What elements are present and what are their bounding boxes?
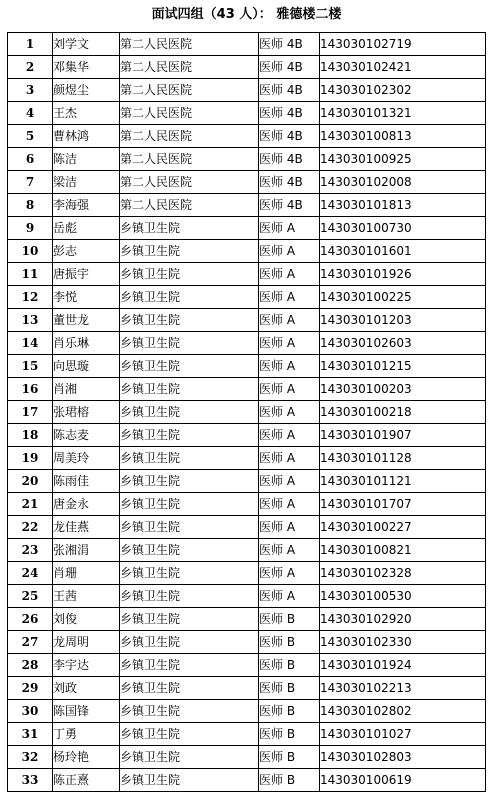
table-row [8, 33, 486, 56]
row-number: 8 [8, 194, 53, 217]
hiring-unit: 乡镇卫生院 [120, 700, 259, 723]
candidate-name: 张珺榕 [53, 401, 120, 424]
table-row [8, 424, 486, 447]
hiring-unit: 第二人民医院 [120, 33, 259, 56]
table-row [8, 171, 486, 194]
hiring-unit: 乡镇卫生院 [120, 516, 259, 539]
table-row [8, 240, 486, 263]
row-number: 17 [8, 401, 53, 424]
exam-id: 143030101707 [320, 493, 486, 516]
table-row [8, 263, 486, 286]
hiring-unit: 第二人民医院 [120, 102, 259, 125]
candidate-name: 唐金永 [53, 493, 120, 516]
position: 医师 A [259, 562, 320, 585]
candidate-name: 岳彪 [53, 217, 120, 240]
candidate-name: 颜煜尘 [53, 79, 120, 102]
position: 医师 A [259, 332, 320, 355]
row-number: 29 [8, 677, 53, 700]
candidate-name: 董世龙 [53, 309, 120, 332]
candidate-name: 曹林鸿 [53, 125, 120, 148]
exam-id: 143030102719 [320, 33, 486, 56]
hiring-unit: 乡镇卫生院 [120, 424, 259, 447]
candidate-name: 向思璇 [53, 355, 120, 378]
position: 医师 A [259, 240, 320, 263]
hiring-unit: 乡镇卫生院 [120, 355, 259, 378]
hiring-unit: 乡镇卫生院 [120, 723, 259, 746]
row-number: 9 [8, 217, 53, 240]
row-number: 7 [8, 171, 53, 194]
page-title: 面试四组（43 人）： 雅德楼二楼 [151, 7, 342, 22]
exam-id: 143030102920 [320, 608, 486, 631]
exam-id: 143030102008 [320, 171, 486, 194]
candidate-name: 陈志麦 [53, 424, 120, 447]
exam-id: 143030100227 [320, 516, 486, 539]
hiring-unit: 第二人民医院 [120, 79, 259, 102]
exam-id: 143030101926 [320, 263, 486, 286]
candidate-name: 唐振宇 [53, 263, 120, 286]
position: 医师 A [259, 516, 320, 539]
position: 医师 4B [259, 171, 320, 194]
table-row [8, 654, 486, 677]
exam-id: 143030102328 [320, 562, 486, 585]
position: 医师 4B [259, 125, 320, 148]
row-number: 22 [8, 516, 53, 539]
candidate-name: 李海强 [53, 194, 120, 217]
exam-id: 143030101027 [320, 723, 486, 746]
row-number: 24 [8, 562, 53, 585]
position: 医师 A [259, 401, 320, 424]
row-number: 27 [8, 631, 53, 654]
position: 医师 A [259, 424, 320, 447]
exam-id: 143030101924 [320, 654, 486, 677]
exam-id: 143030102330 [320, 631, 486, 654]
candidate-name: 王茜 [53, 585, 120, 608]
hiring-unit: 乡镇卫生院 [120, 332, 259, 355]
hiring-unit: 乡镇卫生院 [120, 677, 259, 700]
row-number: 11 [8, 263, 53, 286]
exam-id: 143030101321 [320, 102, 486, 125]
table-row [8, 148, 486, 171]
position: 医师 4B [259, 148, 320, 171]
position: 医师 4B [259, 33, 320, 56]
exam-id: 143030100821 [320, 539, 486, 562]
candidate-name: 刘俊 [53, 608, 120, 631]
position: 医师 B [259, 746, 320, 769]
table-row [8, 585, 486, 608]
exam-id: 143030101813 [320, 194, 486, 217]
table-row [8, 194, 486, 217]
row-number: 4 [8, 102, 53, 125]
table-row [8, 125, 486, 148]
exam-id: 143030100203 [320, 378, 486, 401]
candidate-name: 李悦 [53, 286, 120, 309]
position: 医师 B [259, 608, 320, 631]
position: 医师 4B [259, 56, 320, 79]
candidate-name: 肖乐琳 [53, 332, 120, 355]
row-number: 19 [8, 447, 53, 470]
exam-id: 143030102603 [320, 332, 486, 355]
candidate-name: 李宇达 [53, 654, 120, 677]
candidate-name: 龙佳燕 [53, 516, 120, 539]
exam-id: 143030100730 [320, 217, 486, 240]
hiring-unit: 第二人民医院 [120, 194, 259, 217]
candidate-name: 刘学文 [53, 33, 120, 56]
table-row [8, 378, 486, 401]
table-row [8, 217, 486, 240]
exam-id: 143030100530 [320, 585, 486, 608]
row-number: 21 [8, 493, 53, 516]
position: 医师 B [259, 677, 320, 700]
position: 医师 A [259, 585, 320, 608]
exam-id: 143030101215 [320, 355, 486, 378]
row-number: 33 [8, 769, 53, 792]
row-number: 16 [8, 378, 53, 401]
candidate-name: 肖珊 [53, 562, 120, 585]
row-number: 15 [8, 355, 53, 378]
hiring-unit: 乡镇卫生院 [120, 539, 259, 562]
table-row [8, 79, 486, 102]
exam-id: 143030101203 [320, 309, 486, 332]
row-number: 12 [8, 286, 53, 309]
row-number: 10 [8, 240, 53, 263]
table-row [8, 286, 486, 309]
hiring-unit: 乡镇卫生院 [120, 562, 259, 585]
table-row [8, 562, 486, 585]
exam-id: 143030100925 [320, 148, 486, 171]
hiring-unit: 乡镇卫生院 [120, 769, 259, 792]
row-number: 26 [8, 608, 53, 631]
position: 医师 A [259, 470, 320, 493]
position: 医师 B [259, 769, 320, 792]
hiring-unit: 乡镇卫生院 [120, 240, 259, 263]
hiring-unit: 乡镇卫生院 [120, 447, 259, 470]
position: 医师 B [259, 654, 320, 677]
exam-id: 143030101601 [320, 240, 486, 263]
position: 医师 B [259, 631, 320, 654]
table-row [8, 631, 486, 654]
position: 医师 B [259, 700, 320, 723]
position: 医师 A [259, 286, 320, 309]
candidate-table-body [8, 33, 486, 792]
candidate-name: 张湘涓 [53, 539, 120, 562]
hiring-unit: 乡镇卫生院 [120, 493, 259, 516]
position: 医师 A [259, 493, 320, 516]
exam-id: 143030100225 [320, 286, 486, 309]
hiring-unit: 乡镇卫生院 [120, 470, 259, 493]
candidate-name: 王杰 [53, 102, 120, 125]
table-row [8, 56, 486, 79]
row-number: 20 [8, 470, 53, 493]
hiring-unit: 乡镇卫生院 [120, 217, 259, 240]
table-row [8, 608, 486, 631]
table-row [8, 723, 486, 746]
exam-id: 143030101128 [320, 447, 486, 470]
hiring-unit: 第二人民医院 [120, 56, 259, 79]
hiring-unit: 乡镇卫生院 [120, 654, 259, 677]
table-row [8, 401, 486, 424]
table-row [8, 769, 486, 792]
hiring-unit: 第二人民医院 [120, 148, 259, 171]
candidate-name: 龙周明 [53, 631, 120, 654]
row-number: 32 [8, 746, 53, 769]
candidate-name: 杨玲艳 [53, 746, 120, 769]
row-number: 23 [8, 539, 53, 562]
exam-id: 143030102213 [320, 677, 486, 700]
position: 医师 A [259, 447, 320, 470]
position: 医师 A [259, 263, 320, 286]
table-row [8, 516, 486, 539]
table-row [8, 493, 486, 516]
row-number: 14 [8, 332, 53, 355]
hiring-unit: 乡镇卫生院 [120, 401, 259, 424]
hiring-unit: 乡镇卫生院 [120, 608, 259, 631]
row-number: 31 [8, 723, 53, 746]
table-row [8, 470, 486, 493]
candidate-name: 陈洁 [53, 148, 120, 171]
hiring-unit: 乡镇卫生院 [120, 631, 259, 654]
table-row [8, 355, 486, 378]
hiring-unit: 乡镇卫生院 [120, 263, 259, 286]
hiring-unit: 乡镇卫生院 [120, 585, 259, 608]
exam-id: 143030102803 [320, 746, 486, 769]
candidate-table [7, 32, 486, 792]
row-number: 5 [8, 125, 53, 148]
row-number: 30 [8, 700, 53, 723]
position: 医师 A [259, 217, 320, 240]
position: 医师 A [259, 539, 320, 562]
hiring-unit: 乡镇卫生院 [120, 309, 259, 332]
candidate-name: 彭志 [53, 240, 120, 263]
row-number: 3 [8, 79, 53, 102]
exam-id: 143030100218 [320, 401, 486, 424]
row-number: 25 [8, 585, 53, 608]
exam-id: 143030101907 [320, 424, 486, 447]
position: 医师 4B [259, 79, 320, 102]
exam-id: 143030101121 [320, 470, 486, 493]
exam-id: 143030102302 [320, 79, 486, 102]
exam-id: 143030100619 [320, 769, 486, 792]
position: 医师 A [259, 309, 320, 332]
hiring-unit: 第二人民医院 [120, 125, 259, 148]
exam-id: 143030102802 [320, 700, 486, 723]
position: 医师 A [259, 355, 320, 378]
row-number: 13 [8, 309, 53, 332]
candidate-name: 肖湘 [53, 378, 120, 401]
row-number: 6 [8, 148, 53, 171]
hiring-unit: 第二人民医院 [120, 171, 259, 194]
position: 医师 B [259, 723, 320, 746]
table-row [8, 700, 486, 723]
candidate-name: 邓集华 [53, 56, 120, 79]
row-number: 28 [8, 654, 53, 677]
candidate-name: 陈雨佳 [53, 470, 120, 493]
table-row [8, 102, 486, 125]
hiring-unit: 乡镇卫生院 [120, 378, 259, 401]
row-number: 18 [8, 424, 53, 447]
table-row [8, 309, 486, 332]
row-number: 1 [8, 33, 53, 56]
table-row [8, 539, 486, 562]
candidate-name: 丁勇 [53, 723, 120, 746]
candidate-name: 陈国锋 [53, 700, 120, 723]
table-row [8, 677, 486, 700]
candidate-name: 梁洁 [53, 171, 120, 194]
table-row [8, 447, 486, 470]
position: 医师 4B [259, 194, 320, 217]
exam-id: 143030102421 [320, 56, 486, 79]
hiring-unit: 乡镇卫生院 [120, 746, 259, 769]
candidate-name: 陈正熹 [53, 769, 120, 792]
table-row [8, 332, 486, 355]
position: 医师 4B [259, 102, 320, 125]
hiring-unit: 乡镇卫生院 [120, 286, 259, 309]
row-number: 2 [8, 56, 53, 79]
candidate-name: 刘政 [53, 677, 120, 700]
position: 医师 A [259, 378, 320, 401]
table-row [8, 746, 486, 769]
candidate-name: 周美玲 [53, 447, 120, 470]
exam-id: 143030100813 [320, 125, 486, 148]
